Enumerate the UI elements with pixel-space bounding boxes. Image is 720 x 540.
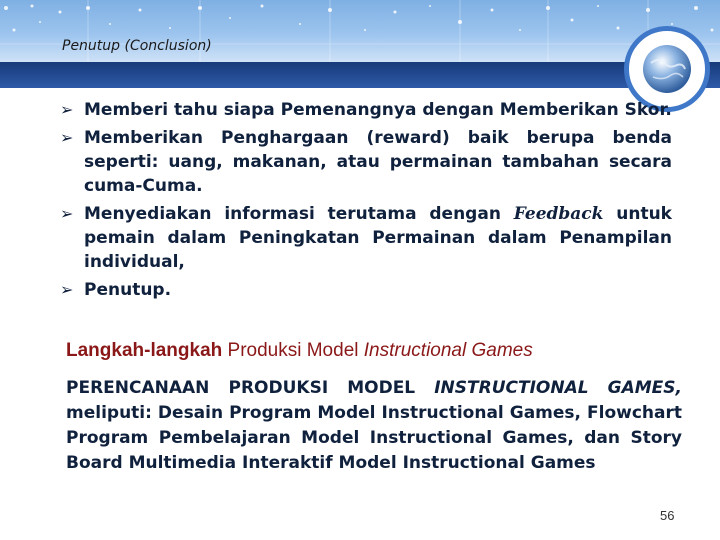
section-heading-mid: Produksi Model (222, 340, 364, 361)
bullet-list (60, 98, 672, 306)
arrow-bullet-icon: ➢ (60, 128, 74, 147)
paragraph-caps-emphasis: INSTRUCTIONAL GAMES, (434, 378, 682, 398)
bullet-item (60, 126, 672, 198)
bullet-item (60, 278, 672, 302)
arrow-bullet-icon: ➢ (60, 280, 74, 299)
bullet-text-emphasis: Feedback (513, 204, 604, 224)
arrow-bullet-icon: ➢ (60, 204, 74, 223)
bullet-item (60, 98, 672, 122)
bullet-text: Penutup. (84, 280, 172, 300)
bullet-text: Memberi tahu siapa Pemenangnya dengan Memberikan Skor. (84, 100, 672, 120)
bullet-text: Memberikan Penghargaan (reward) baik berupa benda seperti: uang, makanan, atau permainan tambahan secara cuma-Cuma. (84, 128, 672, 196)
globe-icon (641, 43, 693, 95)
section-heading (66, 340, 533, 362)
arrow-bullet-icon: ➢ (60, 100, 74, 119)
bullet-text-post: untuk pemain dalam Peningkatan Permainan dalam Penampilan individual, (84, 204, 672, 272)
header-dark-bar (0, 62, 720, 88)
bullet-text-pre: Menyediakan informasi terutama dengan (84, 204, 514, 224)
page-number: 56 (660, 508, 675, 523)
bullet-item (60, 202, 672, 274)
section-paragraph (66, 376, 682, 476)
paragraph-body: meliputi: Desain Program Model Instructional Games, Flowchart Program Pembelajaran Model Instructional Games, dan Story Board Multimedia Interaktif Model Instructional Games (66, 403, 682, 473)
paragraph-caps: PERENCANAAN PRODUKSI MODEL (66, 378, 435, 398)
slide-subtitle: Penutup (Conclusion) (62, 38, 212, 54)
section-heading-italic: Instructional Games (363, 340, 533, 361)
section-heading-bold: Langkah-langkah (66, 340, 223, 361)
